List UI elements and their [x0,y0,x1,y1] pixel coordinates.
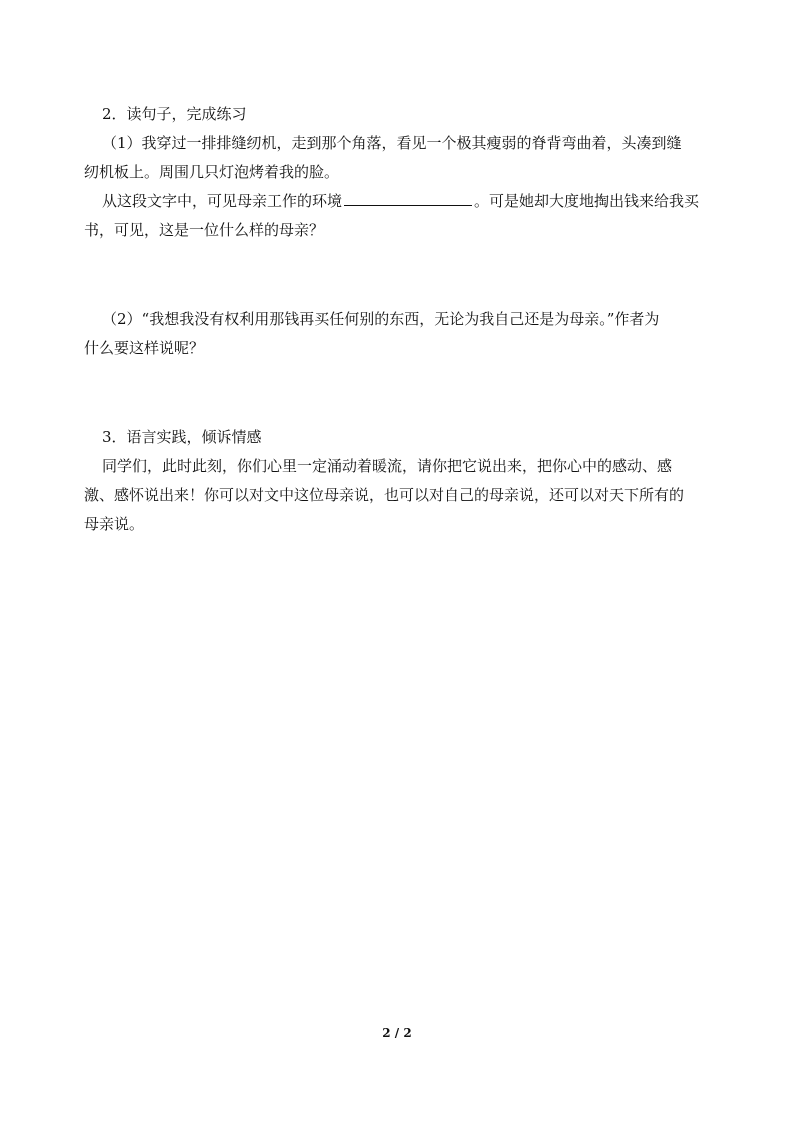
document-body [84,100,716,539]
question-1-prompt-after: 。可是她却大度地掏出钱来给我买 [474,192,700,210]
question-1-line-2: 纫机板上。周围几只灯泡烤着我的脸。 [84,163,340,181]
question-2-line-1: （2）“我想我没有权利用那钱再买任何别的东西，无论为我自己还是为母亲。”作者为 [102,310,660,328]
answer-space [84,275,716,305]
answer-space [84,245,716,275]
section-3-line-3: 母亲说。 [84,515,145,533]
question-1-prompt-before: 从这段文字中，可见母亲工作的环境 [102,192,343,210]
question-1-prompt [84,187,716,216]
question-1-line-1: （1）我穿过一排排缝纫机，走到那个角落，看见一个极其瘦弱的脊背弯曲着，头凑到缝 [102,134,682,152]
section-3-line-2: 激、感怀说出来！你可以对文中这位母亲说，也可以对自己的母亲说，还可以对天下所有的 [84,486,685,504]
answer-space [84,363,716,393]
answer-space [84,393,716,423]
section-3-line-1: 同学们，此时此刻，你们心里一定涌动着暖流，请你把它说出来，把你心中的感动、感 [102,457,673,475]
answer-blank[interactable] [344,190,472,206]
section-2-heading: 2．读句子，完成练习 [102,105,247,123]
question-1-line-4: 书，可见，这是一位什么样的母亲？ [84,221,325,239]
question-2-line-2: 什么要这样说呢？ [84,339,205,357]
page-number: 2 / 2 [382,1026,412,1040]
section-3-heading: 3．语言实践，倾诉情感 [102,428,262,446]
